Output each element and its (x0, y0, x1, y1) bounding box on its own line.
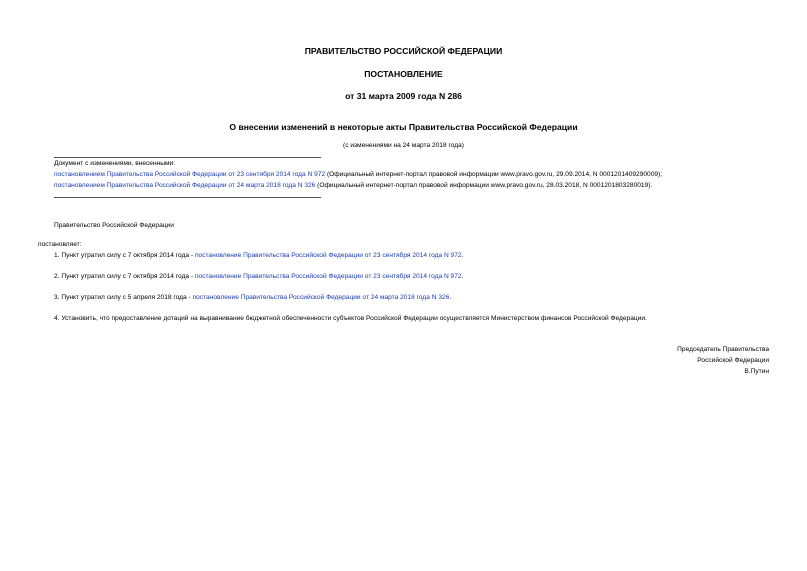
change-item-2 (54, 182, 652, 189)
point-4-text: 4. Установить, что предоставление дотаций на выравнивание бюджетной обеспеченности субъектов Российской Федерации осуществляется Министерством финансов Российской Федерации. (54, 315, 647, 322)
change-link-1[interactable]: постановлением Правительства Российской Федерации от 23 сентября 2014 года N 972 (54, 171, 326, 178)
point-3-end: . (449, 294, 452, 301)
document-type: ПОСТАНОВЛЕНИЕ (364, 69, 443, 79)
point-2-text: 2. Пункт утратил силу с 7 октября 2014 года - (54, 273, 195, 280)
point-1-link[interactable]: постановление Правительства Российской Федерации от 23 сентября 2014 года N 972 (194, 252, 462, 259)
change-link-2[interactable]: постановлением Правительства Российской Федерации от 24 марта 2018 года N 326 (54, 182, 316, 189)
signature-name: В.Путин (744, 368, 769, 375)
point-1 (54, 252, 463, 259)
change-source-1: (Официальный интернет-портал правовой информации www.pravo.gov.ru, 29.09.2014, N 0001201409290009); (325, 171, 663, 178)
point-2-link[interactable]: постановление Правительства Российской Федерации от 23 сентября 2014 года N 972 (194, 273, 462, 280)
point-2 (54, 273, 463, 280)
signature-title-2: Российской Федерации (697, 357, 769, 364)
point-3-link[interactable]: постановление Правительства Российской Федерации от 24 марта 2018 года N 326 (192, 294, 450, 301)
decrees-text: постановляет: (38, 241, 82, 248)
point-1-text: 1. Пункт утратил силу с 7 октября 2014 года - (54, 252, 195, 259)
document-date-number: от 31 марта 2009 года N 286 (345, 91, 462, 101)
bottom-divider (54, 197, 321, 198)
revision-note: (с изменениями на 24 марта 2018 года) (343, 142, 464, 149)
changes-intro: Документ с изменениями, внесенными: (54, 160, 176, 167)
point-3-text: 3. Пункт утратил силу с 5 апреля 2018 года - (54, 294, 193, 301)
point-4 (54, 315, 647, 322)
point-2-end: . (461, 273, 464, 280)
document-subject-title: О внесении изменений в некоторые акты Правительства Российской Федерации (229, 122, 578, 132)
signature-title-1: Председатель Правительства (677, 346, 769, 353)
change-item-1 (54, 171, 662, 178)
top-divider (54, 157, 321, 158)
point-1-end: . (461, 252, 464, 259)
issuer-text: Правительство Российской Федерации (54, 222, 174, 229)
change-source-2: (Официальный интернет-портал правовой информации www.pravo.gov.ru, 28.03.2018, N 0001201803280019). (315, 182, 653, 189)
point-3 (54, 294, 451, 301)
government-name: ПРАВИТЕЛЬСТВО РОССИЙСКОЙ ФЕДЕРАЦИИ (304, 46, 503, 56)
